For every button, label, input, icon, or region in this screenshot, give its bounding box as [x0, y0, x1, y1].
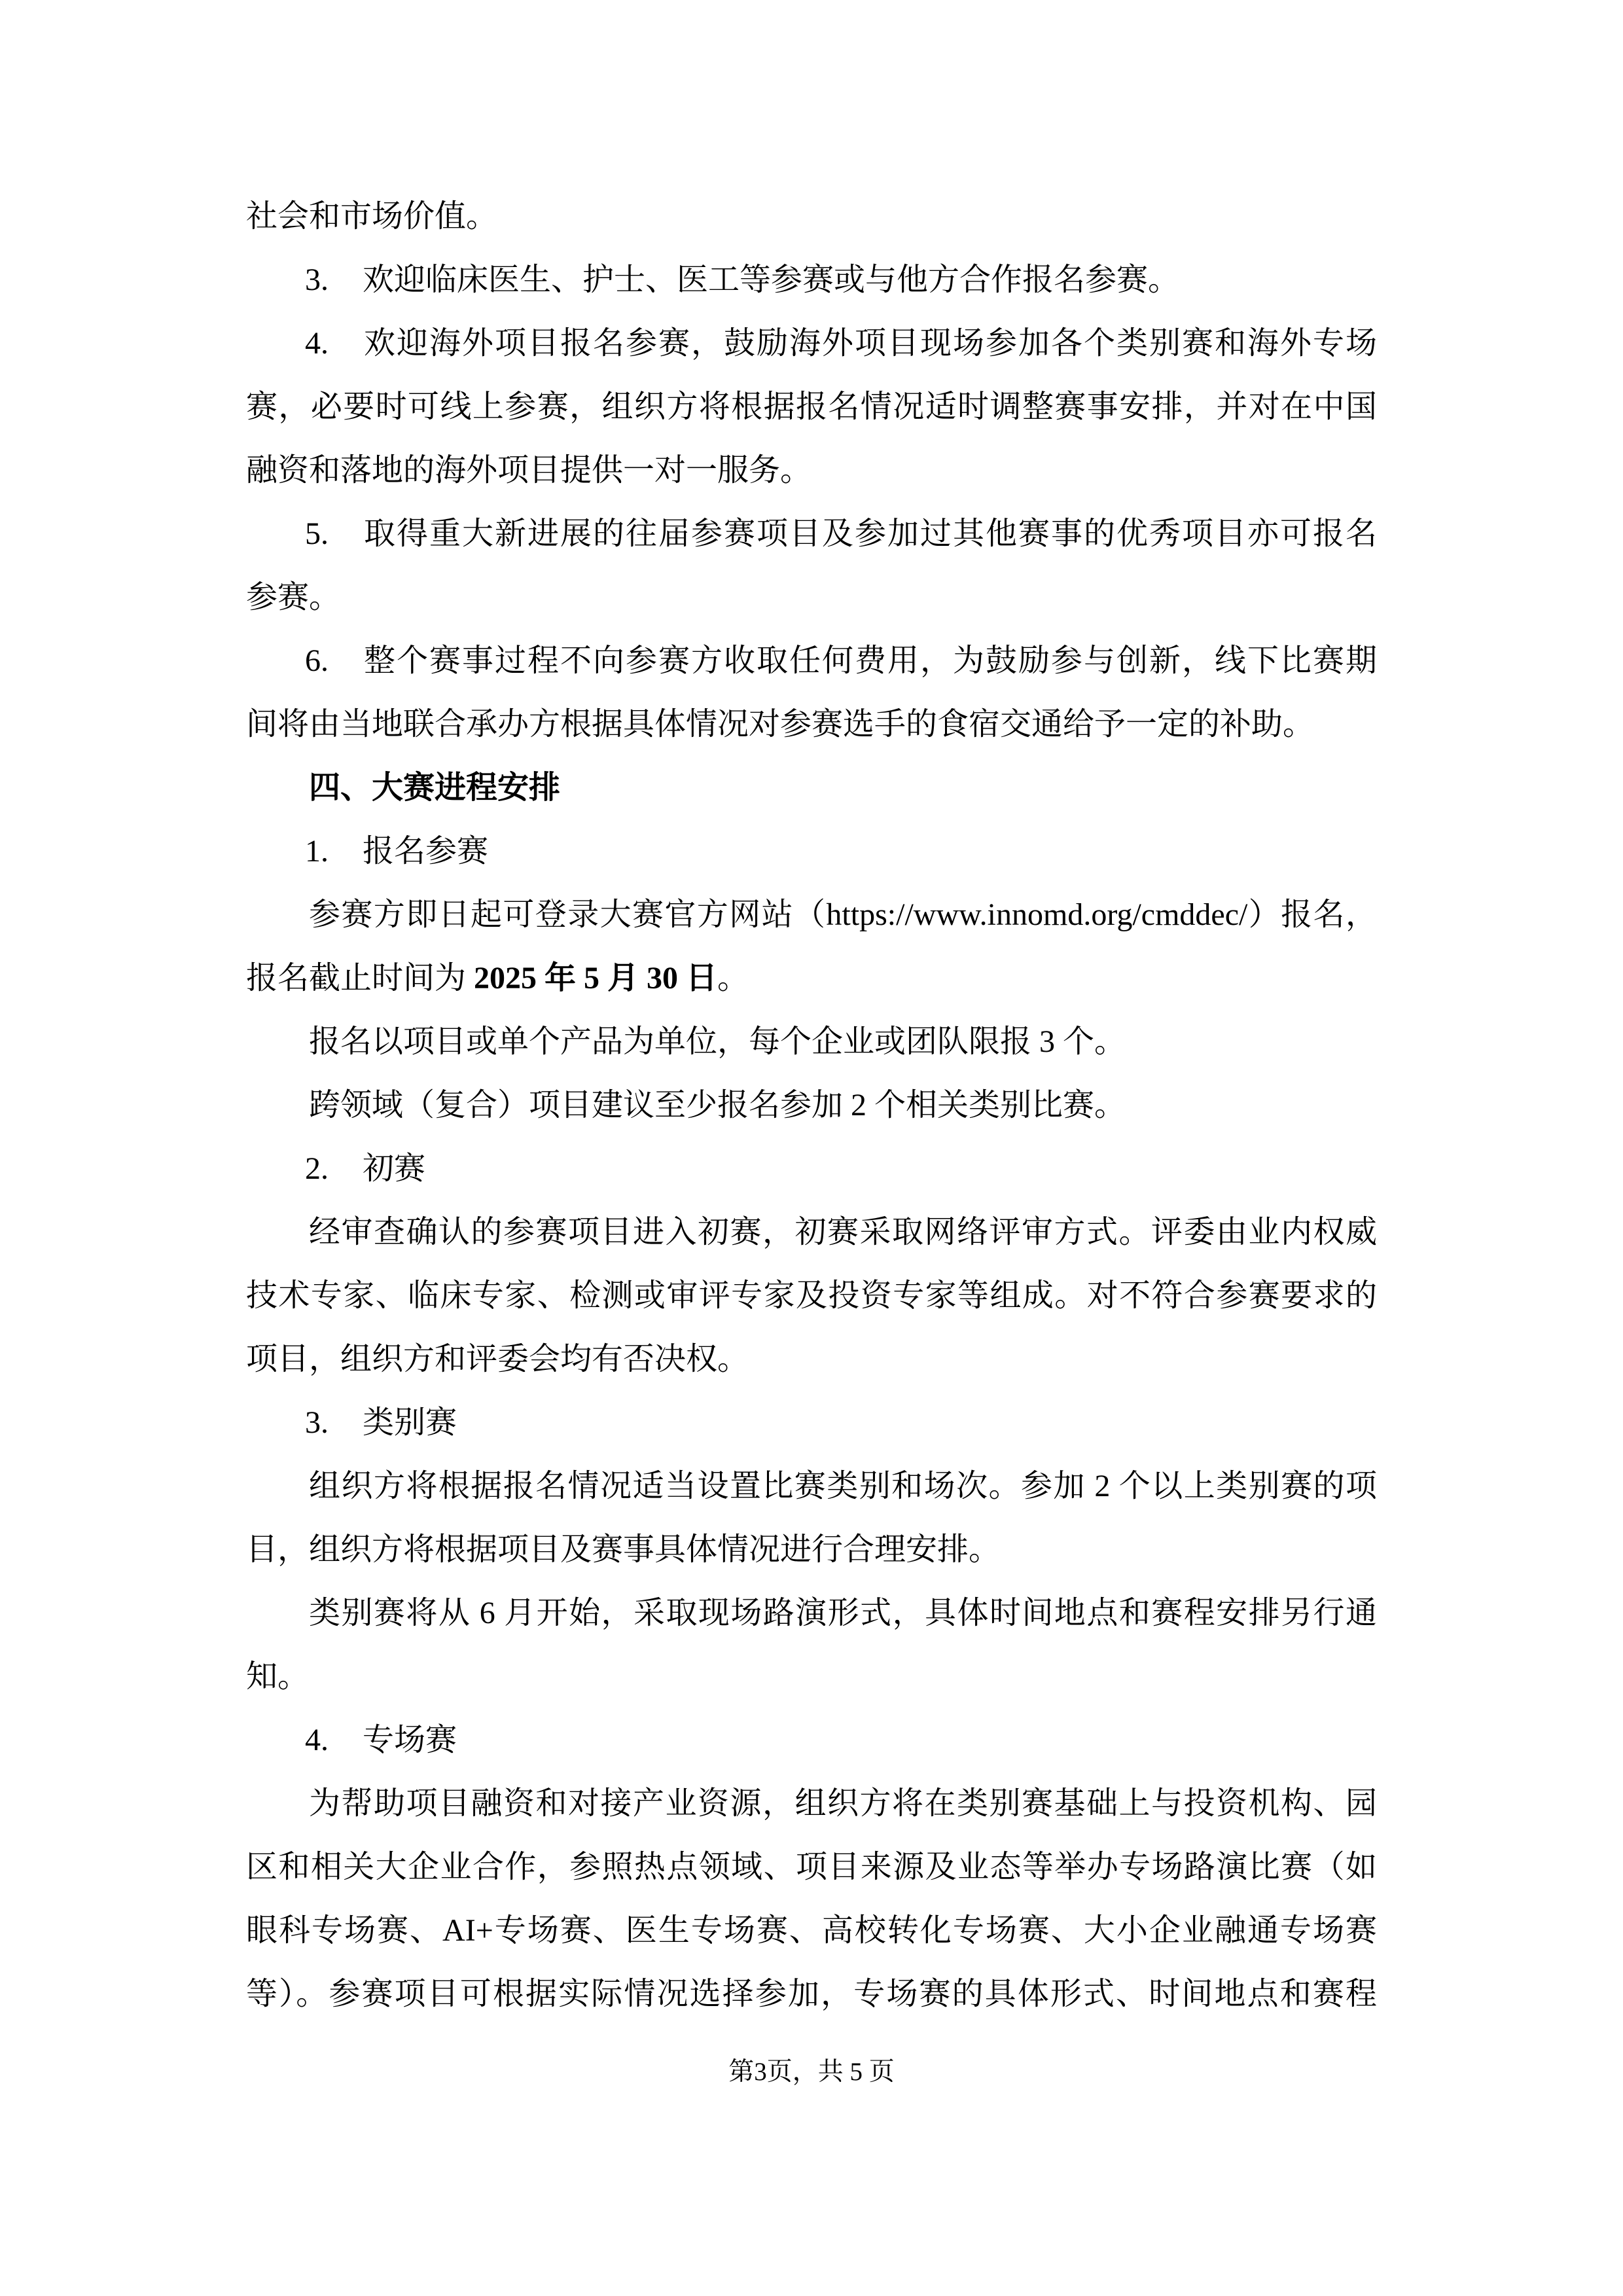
section-heading: 四、大赛进程安排	[309, 770, 561, 805]
list-item-line	[246, 1391, 1377, 1454]
paragraph-line: 类别赛将从 6 月开始，采取现场路演形式，具体时间地点和赛程安排另行通	[309, 1596, 1377, 1630]
list-item-text: 整个赛事过程不向参赛方收取任何费用，为鼓励参与创新，线下比赛期	[363, 643, 1377, 678]
list-number: 2.	[305, 1151, 329, 1186]
paragraph-line	[246, 946, 1377, 1010]
paragraph-line: 为帮助项目融资和对接产业资源，组织方将在类别赛基础上与投资机构、园	[309, 1786, 1377, 1821]
list-number: 5.	[305, 516, 329, 551]
paragraph-text: 。	[717, 961, 749, 996]
paragraph-line: 眼科专场赛、AI+专场赛、医生专场赛、高校转化专场赛、大小企业融通专场赛	[246, 1913, 1377, 1948]
list-item-text: 专场赛	[363, 1723, 457, 1757]
page-footer: 第3页，共 5 页	[728, 2058, 895, 2086]
list-item-line	[246, 502, 1377, 565]
paragraph-line: 知。	[246, 1659, 310, 1694]
paragraph-line: 间将由当地联合承办方根据具体情况对参赛选手的食宿交通给予一定的补助。	[246, 707, 1315, 742]
paragraph-text: 报名截止时间为	[246, 961, 474, 996]
paragraph-line: 组织方将根据报名情况适当设置比赛类别和场次。参加 2 个以上类别赛的项	[309, 1469, 1377, 1503]
list-item-line	[246, 312, 1377, 375]
official-website-url: https://www.innomd.org/cmddec/	[826, 897, 1248, 932]
paragraph-line: 跨领域（复合）项目建议至少报名参加 2 个相关类别比赛。	[309, 1088, 1126, 1122]
list-item-line	[246, 248, 1377, 312]
list-number: 4.	[305, 1723, 329, 1757]
list-item-line	[246, 1708, 1377, 1772]
paragraph-line: 融资和落地的海外项目提供一对一服务。	[246, 453, 812, 488]
paragraph-line: 区和相关大企业合作，参照热点领域、项目来源及业态等举办专场路演比赛（如	[246, 1850, 1377, 1884]
paragraph-line	[246, 883, 1377, 946]
list-item-text: 初赛	[363, 1151, 426, 1186]
list-number: 3.	[305, 1405, 329, 1440]
deadline-date: 2025 年 5 月 30 日	[474, 961, 718, 996]
list-item-line	[246, 1137, 1377, 1200]
paragraph-line: 赛，必要时可线上参赛，组织方将根据报名情况适时调整赛事安排，并对在中国	[246, 389, 1377, 424]
paragraph-line: 社会和市场价值。	[246, 199, 498, 234]
list-item-text: 类别赛	[363, 1405, 457, 1440]
list-item-text: 报名参赛	[363, 834, 489, 869]
paragraph-line: 经审查确认的参赛项目进入初赛，初赛采取网络评审方式。评委由业内权威	[309, 1215, 1377, 1249]
paragraph-text: 参赛方即日起可登录大赛官方网站（	[309, 897, 827, 932]
list-item-text: 取得重大新进展的往届参赛项目及参加过其他赛事的优秀项目亦可报名	[363, 516, 1377, 551]
document-body	[246, 185, 1377, 2026]
list-number: 4.	[305, 326, 329, 361]
list-number: 3.	[305, 262, 329, 297]
list-item-text: 欢迎临床医生、护士、医工等参赛或与他方合作报名参赛。	[363, 262, 1180, 297]
paragraph-text: ）报名，	[1247, 897, 1377, 932]
list-item-text: 欢迎海外项目报名参赛，鼓励海外项目现场参加各个类别赛和海外专场	[363, 326, 1377, 361]
paragraph-line: 参赛。	[246, 580, 341, 615]
list-item-line	[246, 819, 1377, 883]
list-number: 6.	[305, 643, 329, 678]
paragraph-line: 等）。参赛项目可根据实际情况选择参加，专场赛的具体形式、时间地点和赛程	[246, 1977, 1377, 2011]
paragraph-line: 目，组织方将根据项目及赛事具体情况进行合理安排。	[246, 1532, 1001, 1567]
list-number: 1.	[305, 834, 329, 869]
list-item-line	[246, 629, 1377, 692]
paragraph-line: 项目，组织方和评委会均有否决权。	[246, 1342, 749, 1376]
paragraph-line: 报名以项目或单个产品为单位，每个企业或团队限报 3 个。	[309, 1024, 1126, 1059]
paragraph-line: 技术专家、临床专家、检测或审评专家及投资专家等组成。对不符合参赛要求的	[246, 1278, 1377, 1313]
